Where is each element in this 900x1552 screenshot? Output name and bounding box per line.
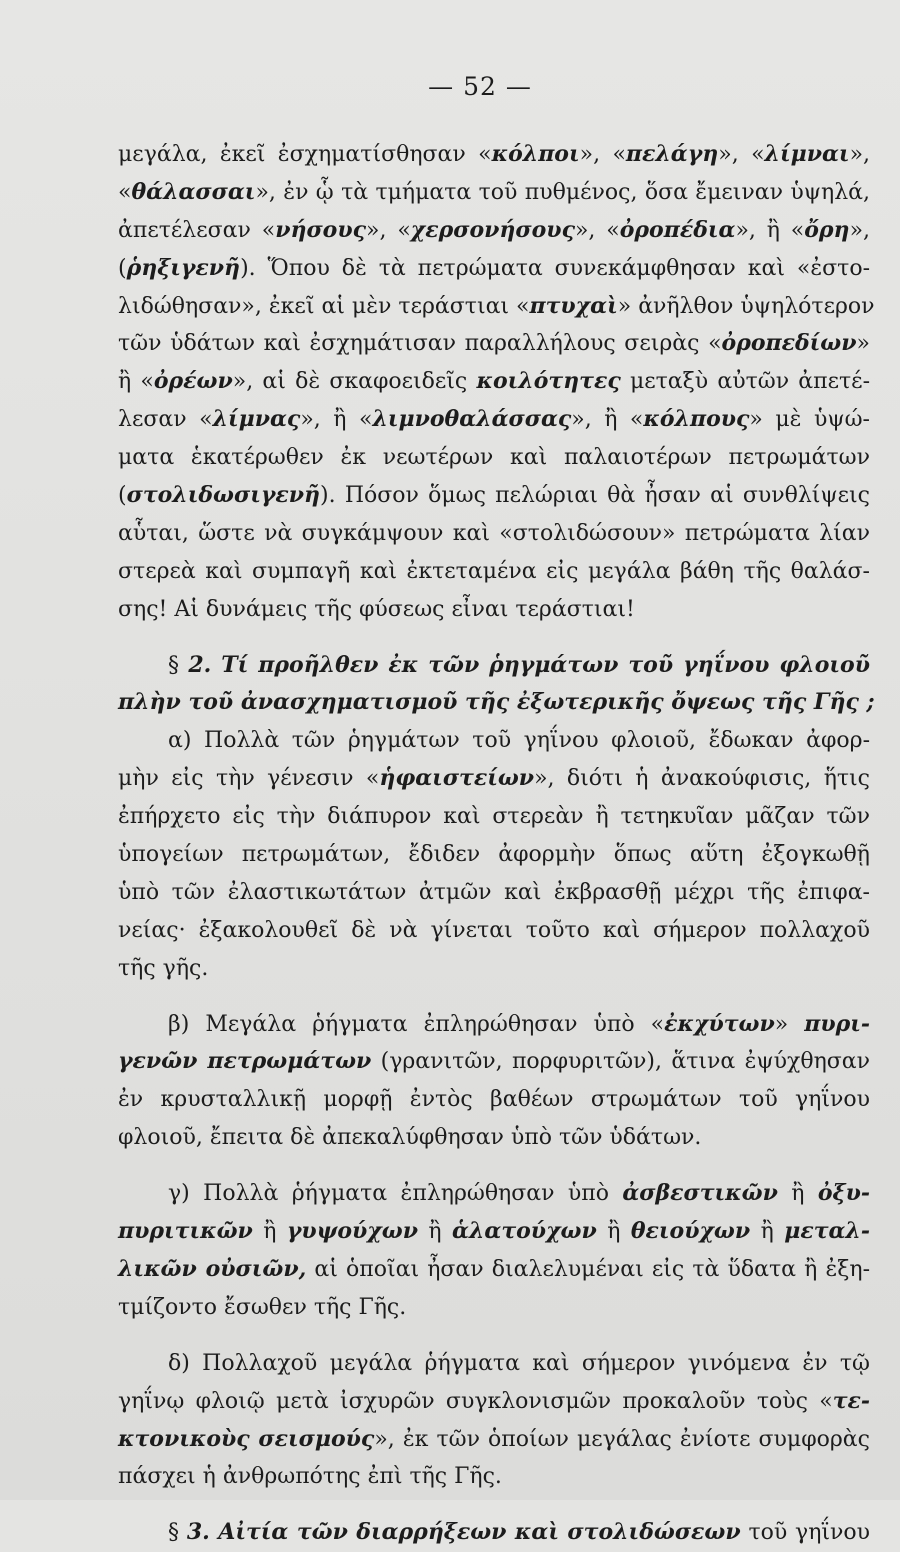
text-segment: ( — [118, 483, 127, 509]
emphasized-term: 2. Τί προῆλθεν ἐκ τῶν ῥηγμάτων τοῦ γηΐνου φλοιοῦ — [188, 651, 870, 678]
text-segment: ἐν κρυσταλλικῇ μορφῇ ἐντὸς βαθέων στρωμάτων τοῦ γηΐνου — [118, 1087, 870, 1113]
emphasized-term: ἀσβεστικῶν — [622, 1180, 778, 1207]
text-line — [118, 722, 870, 760]
text-line — [118, 1251, 870, 1289]
text-segment: », — [849, 217, 871, 243]
text-segment: », ἢ « — [735, 217, 805, 243]
text-segment: τῶν ὑδάτων καὶ ἐσχημάτισαν παραλλήλους σειρὰς « — [118, 331, 722, 357]
text-segment: λεσαν « — [118, 407, 213, 433]
text-segment: τμίζοντο ἔσωθεν τῆς Γῆς. — [118, 1294, 407, 1320]
text-line — [118, 647, 870, 685]
emphasized-term: ἡφαιστείων — [379, 765, 535, 792]
text-line — [118, 1081, 870, 1119]
text-line — [118, 798, 870, 836]
text-segment: », διότι ἡ ἀνακούφισις, ἥτις — [534, 766, 870, 792]
text-segment: μεταξὺ αὐτῶν ἀπετέ- — [620, 369, 870, 395]
text-segment: σης! Αἱ δυνάμεις τῆς φύσεως εἶναι τεράστιαι! — [118, 596, 635, 622]
text-line — [118, 553, 870, 591]
text-line — [118, 684, 875, 722]
text-segment: § — [168, 652, 189, 678]
emphasized-term: ὀξυ- — [817, 1180, 870, 1207]
text-segment: στερεὰ καὶ συμπαγῆ καὶ ἐκτεταμένα εἰς μεγάλα βάθη τῆς θαλάσ- — [118, 558, 870, 584]
text-segment: », αἱ δὲ σκαφοειδεῖς — [232, 369, 477, 395]
text-segment: φλοιοῦ, ἔπειτα δὲ ἀπεκαλύφθησαν ὑπὸ τῶν ὑδάτων. — [118, 1125, 702, 1151]
text-segment: τοῦ γηΐνου — [740, 1520, 870, 1546]
emphasized-term: τε- — [832, 1387, 870, 1414]
emphasized-term: γενῶν πετρωμάτων — [118, 1048, 372, 1075]
text-segment: β) Μεγάλα ῥήγματα ἐπληρώθησαν ὑπὸ « — [168, 1011, 665, 1037]
text-segment: ματα ἑκατέρωθεν ἐκ νεωτέρων καὶ παλαιοτέρων πετρωμάτων — [118, 445, 870, 471]
text-line — [118, 1514, 870, 1552]
emphasized-term: πυριτικῶν — [118, 1218, 253, 1245]
emphasized-term: ἐκχύτων — [664, 1010, 775, 1037]
text-line — [118, 1213, 870, 1251]
text-segment: α) Πολλὰ τῶν ῥηγμάτων τοῦ γηΐνου φλοιοῦ, ἔδωκαν ἀφορ- — [168, 728, 870, 754]
text-segment: αὗται, ὥστε νὰ συγκάμψουν καὶ «στολιδώσουν» πετρώματα λίαν — [118, 520, 870, 546]
text-line — [118, 401, 870, 439]
text-segment: νείας· ἐξακολουθεῖ δὲ νὰ γίνεται τοῦτο καὶ σήμερον πολλαχοῦ — [118, 917, 870, 943]
text-line — [118, 439, 870, 477]
emphasized-term: θειούχων — [630, 1218, 751, 1245]
text-segment: μεγάλα, ἐκεῖ ἐσχηματίσθησαν « — [118, 142, 492, 167]
text-segment: τῆς γῆς. — [118, 955, 209, 981]
emphasized-term: κόλποι — [491, 141, 580, 167]
text-line — [118, 325, 870, 363]
emphasized-term: λιμνοθαλάσσας — [372, 406, 572, 433]
emphasized-term: μεταλ- — [784, 1218, 870, 1245]
text-segment: λιδώθησαν», ἐκεῖ αἱ μὲν τεράστιαι « — [118, 293, 530, 319]
text-segment: ). Πόσον ὅμως πελώριαι θὰ ἦσαν αἱ συνθλίψεις — [320, 483, 870, 509]
text-line — [118, 363, 870, 401]
text-segment: ὑπὸ τῶν ἐλαστικωτάτων ἀτμῶν καὶ ἐκβρασθῇ μέχρι τῆς ἐπιφα- — [118, 879, 870, 905]
emphasized-term: λικῶν οὐσιῶν, — [118, 1255, 307, 1282]
emphasized-term: πελάγη — [625, 141, 719, 167]
emphasized-term: ἁλατούχων — [452, 1218, 597, 1245]
text-segment: » μὲ ὑψώ- — [749, 407, 870, 433]
text-segment: », ἢ « — [300, 407, 373, 433]
text-segment: « — [118, 179, 132, 205]
text-segment: ( — [118, 255, 127, 281]
text-line — [118, 760, 870, 798]
emphasized-term: κτονικοὺς σεισμούς — [118, 1425, 375, 1452]
emphasized-term: ὀροπεδίων — [721, 330, 857, 357]
text-line — [118, 477, 870, 515]
text-line — [118, 1043, 870, 1081]
body-text — [118, 136, 875, 1552]
emphasized-term: γυψούχων — [286, 1218, 418, 1245]
text-segment: », ἐκ τῶν ὁποίων μεγάλας ἐνίοτε συμφορὰς — [374, 1426, 870, 1452]
text-line — [118, 174, 870, 212]
text-segment: αἱ ὁποῖαι ἦσαν διαλελυμέναι εἰς τὰ ὕδατα ἢ ἐξη- — [306, 1256, 871, 1282]
text-line — [118, 515, 870, 553]
emphasized-term: ὀροπέδια — [619, 216, 736, 243]
emphasized-term: χερσονήσους — [410, 216, 575, 243]
page-number: — 52 — — [428, 72, 532, 101]
text-segment: (γρανιτῶν, πορφυριτῶν), ἅτινα ἐψύχθησαν — [371, 1049, 871, 1075]
text-line — [118, 1421, 870, 1459]
text-line — [118, 836, 870, 874]
text-segment: ἢ — [777, 1181, 818, 1207]
text-segment: », « — [579, 142, 626, 167]
text-segment: ). Ὅπου δὲ τὰ πετρώματα συνεκάμφθησαν καὶ «ἐστο- — [240, 255, 870, 281]
emphasized-term: πτυχαὶ — [529, 292, 618, 319]
emphasized-term: κοιλότητες — [476, 368, 621, 395]
text-line — [118, 1458, 870, 1496]
emphasized-term: 3. Αἰτία τῶν διαρρήξεων καὶ στολιδώσεων — [186, 1519, 741, 1546]
text-segment: » — [774, 1011, 805, 1037]
text-line — [118, 874, 870, 912]
text-line — [118, 950, 870, 988]
emphasized-term: λίμνας — [212, 406, 301, 433]
text-segment: », ἢ « — [571, 407, 644, 433]
text-segment: », « — [574, 217, 620, 243]
emphasized-term: νήσους — [275, 216, 367, 243]
emphasized-term: κόλπους — [643, 406, 750, 433]
text-segment: ἢ — [596, 1219, 631, 1245]
text-segment: » ἀνῆλθον ὑψηλότερον — [617, 293, 875, 319]
text-line — [118, 1119, 870, 1157]
text-segment: ἀπετέλεσαν « — [118, 217, 276, 243]
text-segment: », « — [718, 142, 765, 167]
text-segment: πάσχει ἡ ἀνθρωπότης ἐπὶ τῆς Γῆς. — [118, 1464, 502, 1490]
text-segment: ἢ — [750, 1219, 785, 1245]
text-line — [118, 136, 870, 174]
emphasized-term: λίμναι — [764, 141, 850, 167]
text-segment: μὴν εἰς τὴν γένεσιν « — [118, 766, 380, 792]
text-line — [118, 591, 870, 629]
text-segment: γ) Πολλὰ ῥήγματα ἐπληρώθησαν ὑπὸ — [168, 1181, 623, 1207]
text-segment: », « — [366, 217, 411, 243]
text-segment: ἢ — [252, 1219, 287, 1245]
text-line — [118, 1289, 870, 1327]
text-segment: », ἐν ᾧ τὰ τμήματα τοῦ πυθμένος, ὅσα ἔμειναν ὑψηλά, — [255, 179, 870, 205]
text-segment: δ) Πολλαχοῦ μεγάλα ῥήγματα καὶ σήμερον γινόμενα ἐν τῷ — [168, 1350, 870, 1376]
emphasized-term: ῥηξιγενῆ — [126, 254, 241, 281]
text-segment: », — [849, 142, 871, 167]
text-line — [118, 212, 870, 250]
text-line — [118, 912, 870, 950]
text-line — [118, 1345, 870, 1383]
text-segment: § — [168, 1520, 187, 1546]
emphasized-term: πλὴν τοῦ ἀνασχηματισμοῦ τῆς ἐξωτερικῆς ὄψεως τῆς Γῆς ; — [118, 689, 875, 716]
text-segment: ἢ « — [118, 369, 154, 395]
emphasized-term: πυρι- — [804, 1010, 871, 1037]
text-segment: ὑπογείων πετρωμάτων, ἔδιδεν ἀφορμὴν ὅπως αὕτη ἐξογκωθῇ — [118, 842, 870, 868]
text-segment: γηΐνῳ φλοιῷ μετὰ ἰσχυρῶν συγκλονισμῶν προκαλοῦν τοὺς « — [118, 1388, 833, 1414]
text-segment: ἐπήρχετο εἰς τὴν διάπυρον καὶ στερεὰν ἢ τετηκυῖαν μᾶζαν τῶν — [118, 804, 870, 830]
text-segment: » — [856, 331, 870, 357]
text-line — [118, 1006, 870, 1044]
text-line — [118, 288, 875, 326]
text-line — [118, 1383, 870, 1421]
text-line — [118, 250, 870, 288]
emphasized-term: θάλασσαι — [131, 178, 256, 205]
text-line — [118, 1175, 870, 1213]
text-segment: ἢ — [417, 1219, 453, 1245]
emphasized-term: στολιδωσιγενῆ — [126, 482, 321, 509]
emphasized-term: ὀρέων — [153, 368, 233, 395]
emphasized-term: ὄρη — [804, 216, 850, 243]
